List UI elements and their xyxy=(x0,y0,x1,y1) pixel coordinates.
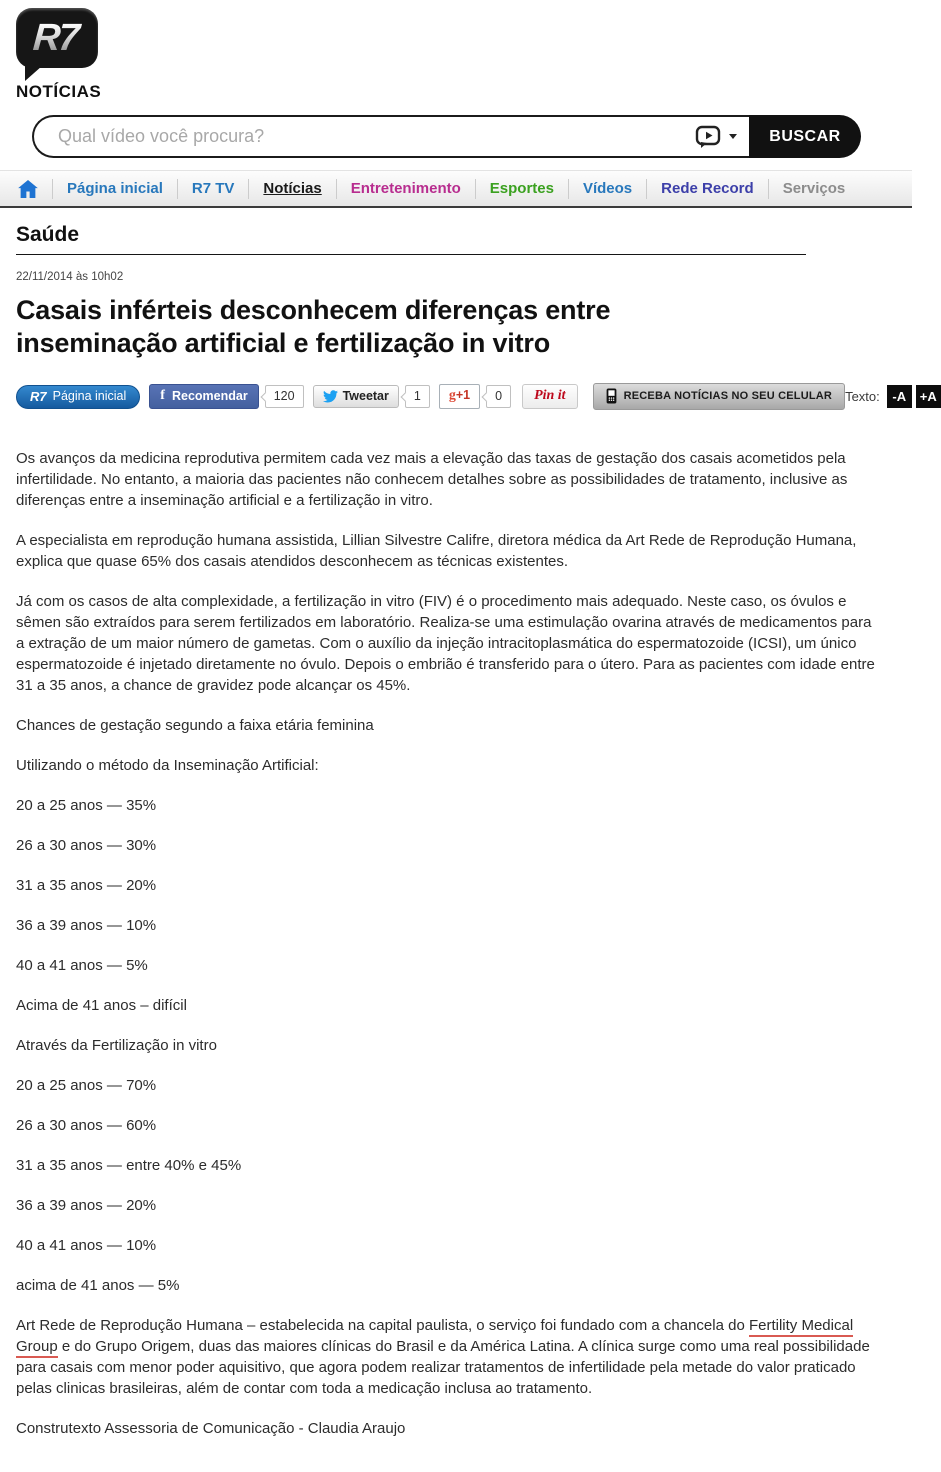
search-input[interactable] xyxy=(56,125,695,148)
share-toolbar xyxy=(16,383,937,410)
pinterest-icon: Pin it xyxy=(534,388,566,403)
main-nav xyxy=(0,170,912,208)
r7-home-share-button[interactable] xyxy=(16,385,140,409)
search-button[interactable]: BUSCAR xyxy=(749,115,861,158)
closing-paragraph xyxy=(16,1315,882,1399)
list-item: 26 a 30 anos — 60% xyxy=(16,1117,157,1134)
text-size-controls xyxy=(845,385,941,408)
tweet-button[interactable] xyxy=(313,385,399,408)
list-item: 36 a 39 anos — 10% xyxy=(16,917,157,934)
list-item: acima de 41 anos — 5% xyxy=(16,1277,180,1294)
tweet-count: 1 xyxy=(405,385,430,408)
article-credit: Construtexto Assessoria de Comunicação - Claudia Araujo xyxy=(16,1420,406,1437)
paragraph: Os avanços da medicina reprodutiva permitem cada vez mais a elevação das taxas de gestação dos casais acometidos pela infertilidade. No entanto, a maioria das pacientes não conhecem detalhes sobre as possibilidades de tratamento, inclusive as diferenças entre a inseminação artificial e a fertilização in vitro. xyxy=(16,450,848,509)
twitter-bird-icon xyxy=(323,390,338,403)
page-header xyxy=(0,0,912,158)
article-title: Casais inférteis desconhecem diferenças entre inseminação artificial e fertilização in vitro xyxy=(16,295,611,358)
list-item: 40 a 41 anos — 10% xyxy=(16,1237,157,1254)
nav-item-noticias[interactable]: Notícias xyxy=(248,179,335,199)
increase-text-button[interactable]: +A xyxy=(916,385,941,408)
list-item: 20 a 25 anos — 35% xyxy=(16,797,157,814)
r7-home-share-label: Página inicial xyxy=(52,389,127,403)
r7-logo-text: R7 xyxy=(31,17,83,60)
list-item: 40 a 41 anos — 5% xyxy=(16,957,148,974)
nav-item-entretenimento[interactable]: Entretenimento xyxy=(336,179,475,199)
list-item: 20 a 25 anos — 70% xyxy=(16,1077,157,1094)
search-bar xyxy=(32,115,861,158)
r7-logo[interactable] xyxy=(16,8,101,102)
nav-item-esportes[interactable]: Esportes xyxy=(475,179,568,199)
list-heading: Utilizando o método da Inseminação Artificial: xyxy=(16,757,319,774)
mobile-news-label: RECEBA NOTÍCIAS NO SEU CELULAR xyxy=(623,390,833,402)
list-item: 31 a 35 anos — entre 40% e 45% xyxy=(16,1157,242,1174)
tweet-label: Tweetar xyxy=(342,389,389,403)
list-heading: Chances de gestação segundo a faixa etária feminina xyxy=(16,717,374,734)
article-body xyxy=(16,448,882,1439)
nav-item-pagina-inicial[interactable]: Página inicial xyxy=(52,179,177,199)
home-icon[interactable] xyxy=(6,180,52,198)
fertility-medical-group-link[interactable]: Fertility Medical Group xyxy=(16,1317,853,1358)
closing-text-after: e do Grupo Origem, duas das maiores clínicas do Brasil e da América Latina. A clínica surge como uma real possibilidade para casais com menor poder aquisitivo, que agora podem realizar tratamentos de infertilidade pela metade do valor praticado pelas clinicas brasileiras, além de contar com toda a medicação inclusa ao tratamento. xyxy=(16,1338,870,1397)
list-item: 26 a 30 anos — 30% xyxy=(16,837,157,854)
text-size-label: Texto: xyxy=(845,389,880,404)
article-date: 22/11/2014 às 10h02 xyxy=(16,271,124,283)
paragraph: Já com os casos de alta complexidade, a fertilização in vitro (FIV) é o procedimento mais adequado. Neste caso, os óvulos e sêmen são extraídos para serem fertilizados em laboratório. Realiza-se uma estimulação ovarina através de medicamentos para a extração de um maior número de gametas. Com o auxílio da injeção intracitoplasmática do espermatozoide (ICSI), um único espermatozoide é injetado diretamente no óvulo. Depois o embrião é transferido para o útero. Para as pacientes com idade entre 31 a 35 anos, a chance de gravidez pode alcançar os 45%. xyxy=(16,593,875,694)
facebook-count: 120 xyxy=(265,385,304,408)
r7-logo-subtext: NOTÍCIAS xyxy=(16,82,102,101)
pinterest-pin-button[interactable] xyxy=(522,384,578,409)
decrease-text-button[interactable]: -A xyxy=(887,385,912,408)
nav-item-r7-tv[interactable]: R7 TV xyxy=(177,179,249,199)
google-icon: g xyxy=(448,388,456,403)
google-plus-one-button[interactable] xyxy=(439,384,480,409)
list-item: 31 a 35 anos — 20% xyxy=(16,877,157,894)
google-plus-one-label: +1 xyxy=(455,388,471,402)
mobile-news-button[interactable] xyxy=(593,383,846,410)
facebook-icon: f xyxy=(160,388,165,403)
list-heading: Através da Fertilização in vitro xyxy=(16,1037,217,1054)
search-input-wrap xyxy=(32,115,749,158)
section-divider xyxy=(16,254,806,255)
phone-icon xyxy=(606,388,617,404)
closing-text-before: Art Rede de Reprodução Humana – estabelecida na capital paulista, o serviço foi fundado com a chancela do xyxy=(16,1317,749,1334)
r7-logo-bubble-icon xyxy=(16,8,98,68)
r7-icon: R7 xyxy=(30,388,47,404)
nav-item-videos[interactable]: Vídeos xyxy=(568,179,646,199)
list-item: Acima de 41 anos – difícil xyxy=(16,997,187,1014)
article-page xyxy=(0,208,937,1439)
nav-item-servicos[interactable]: Serviços xyxy=(768,179,860,199)
google-plus-one-count: 0 xyxy=(486,385,511,408)
list-item: 36 a 39 anos — 20% xyxy=(16,1197,157,1214)
section-title[interactable]: Saúde xyxy=(16,223,80,246)
search-type-caret-icon[interactable] xyxy=(729,134,737,139)
nav-item-rede-record[interactable]: Rede Record xyxy=(646,179,768,199)
facebook-recommend-button[interactable] xyxy=(149,384,258,409)
video-search-icon[interactable] xyxy=(695,125,721,149)
facebook-recommend-label: Recomendar xyxy=(171,389,248,403)
paragraph: A especialista em reprodução humana assistida, Lillian Silvestre Califre, diretora médica da Art Rede de Reprodução Humana, explica que quase 65% dos casais atendidos desconhecem as técnicas existentes. xyxy=(16,532,857,570)
